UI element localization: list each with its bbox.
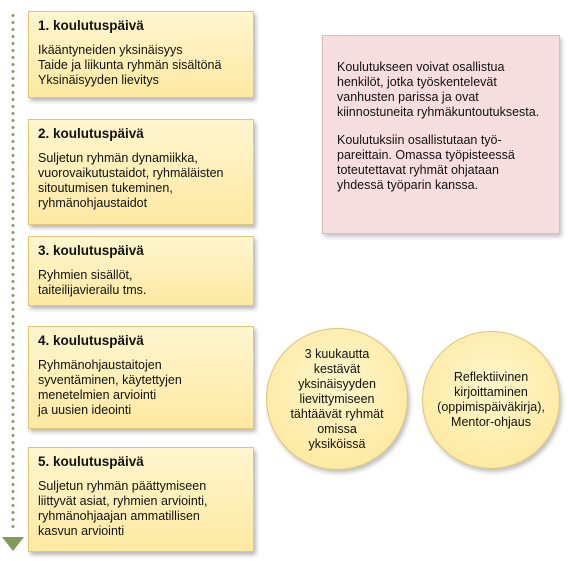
day-description: Ryhmien sisällöt, taiteilijavierailu tms.	[38, 268, 147, 297]
reflection-circle	[422, 331, 560, 469]
timeline-arrow-down-icon	[2, 537, 24, 551]
day-title: 1. koulutuspäivä	[38, 18, 144, 33]
day-description: Suljetun ryhmän päättymiseen liittyvät asiat, ryhmien arviointi, ryhmänohjaajan ammatillisen kasvun arviointi	[38, 479, 208, 538]
training-day-3	[28, 236, 254, 306]
training-day-1	[28, 11, 254, 98]
day-description: Ikääntyneiden yksinäisyys Taide ja liikunta ryhmän sisältönä Yksinäisyyden lievitys	[38, 43, 222, 87]
day-title: 5. koulutuspäivä	[38, 454, 144, 469]
group-duration-circle	[266, 328, 408, 470]
training-day-2	[28, 119, 254, 225]
timeline-dotted-line	[11, 12, 15, 532]
info-paragraph-participants: Koulutukseen voivat osallistua henkilöt, jotka työskentelevät vanhusten parissa ja ovat kiinnostuneita ryhmäkuntoutuksesta.	[337, 60, 540, 119]
training-day-5	[28, 447, 254, 552]
day-title: 2. koulutuspäivä	[38, 126, 144, 141]
day-description: Suljetun ryhmän dynamiikka, vuorovaikutustaidot, ryhmäläisten sitoutumisen tukeminen, ryhmänohjaustaidot	[38, 151, 224, 210]
training-day-4	[28, 326, 254, 429]
day-title: 4. koulutuspäivä	[38, 333, 144, 348]
participation-info-box	[322, 35, 560, 234]
day-title: 3. koulutuspäivä	[38, 243, 144, 258]
reflection-text: Reflektiivinen kirjoittaminen (oppimispäiväkirja), Mentor-ohjaus	[437, 370, 545, 429]
day-description: Ryhmänohjaustaitojen syventäminen, käytettyjen menetelmien arviointi ja uusien ideointi	[38, 358, 182, 417]
info-paragraph-work-pairs: Koulutuksiin osallistutaan työ- pareittain. Omassa työpisteessä toteutettavat ryhmät ohjataan yhdessä työparin kanssa.	[337, 133, 515, 192]
group-duration-text: 3 kuukautta kestävät yksinäisyyden lievittymiseen tähtäävät ryhmät omissa yksiköissä	[290, 346, 384, 451]
